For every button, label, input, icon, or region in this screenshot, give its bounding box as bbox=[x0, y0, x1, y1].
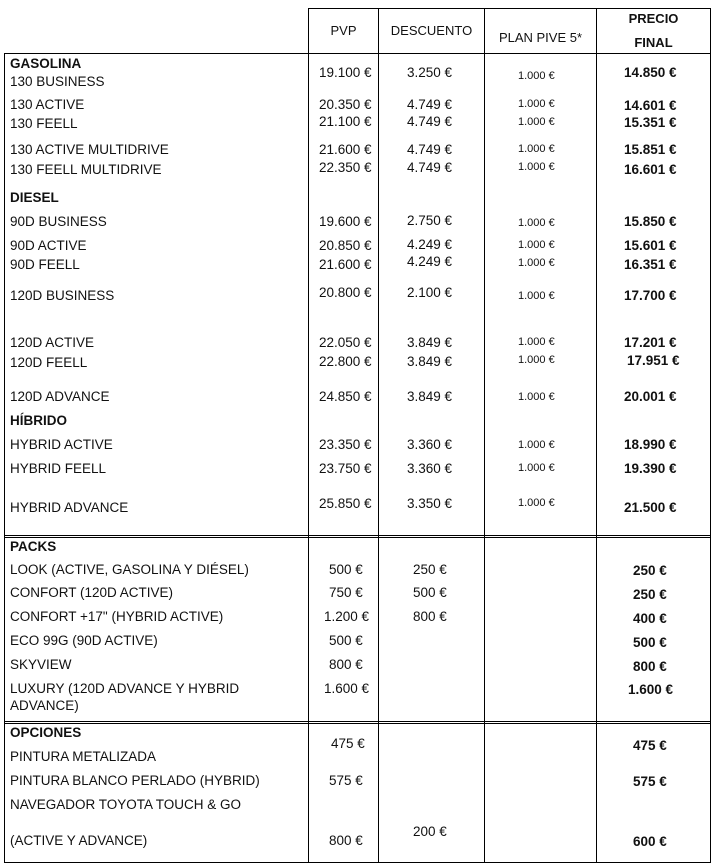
rule-right bbox=[710, 8, 711, 863]
final-price-cell: 1.600 € bbox=[628, 682, 674, 697]
pvp-cell: 22.050 € bbox=[319, 335, 372, 350]
pvp-cell: 22.350 € bbox=[319, 160, 372, 175]
discount-cell: 200 € bbox=[413, 824, 447, 839]
final-price-cell: 15.851 € bbox=[624, 142, 677, 157]
discount-cell: 3.350 € bbox=[407, 496, 453, 511]
pvp-cell: 23.350 € bbox=[319, 437, 372, 452]
discount-cell: 2.100 € bbox=[407, 285, 453, 300]
model-name: 90D FEELL bbox=[10, 257, 80, 272]
header-precio: PRECIO bbox=[628, 11, 679, 26]
discount-cell: 4.249 € bbox=[407, 237, 453, 252]
final-price-cell: 14.601 € bbox=[624, 98, 677, 113]
pvp-cell: 19.600 € bbox=[319, 214, 372, 229]
model-name: 130 BUSINESS bbox=[10, 74, 105, 89]
pvp-cell: 25.850 € bbox=[319, 496, 372, 511]
section-title-gasolina: GASOLINA bbox=[10, 56, 82, 71]
discount-cell: 4.749 € bbox=[407, 97, 453, 112]
final-price-cell: 17.201 € bbox=[624, 335, 677, 350]
model-name: 90D BUSINESS bbox=[10, 214, 107, 229]
plan-cell: 1.000 € bbox=[518, 116, 555, 128]
pvp-cell: 750 € bbox=[329, 585, 363, 600]
pvp-cell: 23.750 € bbox=[319, 461, 372, 476]
discount-cell: 3.849 € bbox=[407, 335, 453, 350]
pack-name: LUXURY (120D ADVANCE Y HYBRID bbox=[10, 681, 240, 696]
final-price-cell: 15.351 € bbox=[624, 115, 677, 130]
plan-cell: 1.000 € bbox=[518, 354, 555, 366]
rule-opciones-top bbox=[4, 721, 711, 722]
rule-col-pvp bbox=[308, 8, 309, 863]
discount-cell: 3.250 € bbox=[407, 65, 453, 80]
discount-cell: 4.249 € bbox=[407, 254, 453, 269]
pvp-cell: 475 € bbox=[331, 736, 365, 751]
pvp-cell: 22.800 € bbox=[319, 354, 372, 369]
model-name: HYBRID ADVANCE bbox=[10, 500, 129, 515]
final-price-cell: 17.951 € bbox=[627, 353, 680, 368]
final-price-cell: 14.850 € bbox=[624, 65, 677, 80]
final-price-cell: 575 € bbox=[633, 774, 667, 789]
final-price-cell: 250 € bbox=[633, 563, 667, 578]
section-title-packs: PACKS bbox=[10, 539, 57, 554]
pvp-cell: 20.350 € bbox=[319, 97, 372, 112]
final-price-cell: 15.850 € bbox=[624, 214, 677, 229]
plan-cell: 1.000 € bbox=[518, 290, 555, 302]
section-title-hibrido: HÍBRIDO bbox=[10, 413, 67, 428]
rule-col-final bbox=[596, 8, 597, 863]
final-price-cell: 16.351 € bbox=[624, 257, 677, 272]
rule-col-plan bbox=[484, 8, 485, 863]
pvp-cell: 800 € bbox=[329, 833, 363, 848]
pvp-cell: 575 € bbox=[329, 773, 363, 788]
model-name: 120D BUSINESS bbox=[10, 288, 115, 303]
pvp-cell: 20.800 € bbox=[319, 285, 372, 300]
pvp-cell: 1.600 € bbox=[324, 681, 370, 696]
rule-header-bottom bbox=[4, 53, 711, 54]
final-price-cell: 19.390 € bbox=[624, 461, 677, 476]
rule-left bbox=[4, 53, 5, 863]
final-price-cell: 250 € bbox=[633, 587, 667, 602]
option-name: (ACTIVE Y ADVANCE) bbox=[10, 833, 148, 848]
plan-cell: 1.000 € bbox=[518, 217, 555, 229]
rule-bottom bbox=[4, 862, 711, 863]
pack-name: CONFORT (120D ACTIVE) bbox=[10, 585, 174, 600]
pack-name: SKYVIEW bbox=[10, 657, 72, 672]
plan-cell: 1.000 € bbox=[518, 462, 555, 474]
model-name: 90D ACTIVE bbox=[10, 238, 87, 253]
header-pvp: PVP bbox=[330, 23, 357, 38]
final-price-cell: 21.500 € bbox=[624, 500, 677, 515]
model-name: HYBRID FEELL bbox=[10, 461, 107, 476]
model-name: 120D ACTIVE bbox=[10, 335, 95, 350]
plan-cell: 1.000 € bbox=[518, 98, 555, 110]
section-title-opciones: OPCIONES bbox=[10, 725, 82, 740]
pack-name: LOOK (ACTIVE, GASOLINA Y DIÉSEL) bbox=[10, 562, 249, 577]
rule-packs-inner bbox=[4, 537, 711, 538]
rule-packs-top bbox=[4, 535, 711, 536]
final-price-cell: 16.601 € bbox=[624, 162, 677, 177]
discount-cell: 2.750 € bbox=[407, 213, 453, 228]
header-final: FINAL bbox=[634, 35, 673, 50]
pvp-cell: 500 € bbox=[329, 562, 363, 577]
final-price-cell: 400 € bbox=[633, 611, 667, 626]
discount-cell: 3.849 € bbox=[407, 389, 453, 404]
option-name: PINTURA BLANCO PERLADO (HYBRID) bbox=[10, 773, 260, 788]
plan-cell: 1.000 € bbox=[518, 239, 555, 251]
final-price-cell: 18.990 € bbox=[624, 437, 677, 452]
discount-cell: 500 € bbox=[413, 585, 447, 600]
rule-top bbox=[308, 8, 711, 9]
header-plan-pive: PLAN PIVE 5* bbox=[498, 30, 583, 45]
plan-cell: 1.000 € bbox=[518, 257, 555, 269]
model-name: 120D FEELL bbox=[10, 355, 88, 370]
discount-cell: 800 € bbox=[413, 609, 447, 624]
discount-cell: 4.749 € bbox=[407, 142, 453, 157]
discount-cell: 3.360 € bbox=[407, 461, 453, 476]
final-price-cell: 475 € bbox=[633, 738, 667, 753]
model-name: 130 FEELL MULTIDRIVE bbox=[10, 162, 162, 177]
plan-cell: 1.000 € bbox=[518, 391, 555, 403]
rule-col-desc bbox=[378, 8, 379, 863]
pack-name: ECO 99G (90D ACTIVE) bbox=[10, 633, 158, 648]
pvp-cell: 20.850 € bbox=[319, 238, 372, 253]
option-name: PINTURA METALIZADA bbox=[10, 749, 157, 764]
model-name: 120D ADVANCE bbox=[10, 389, 110, 404]
pvp-cell: 21.600 € bbox=[319, 257, 372, 272]
final-price-cell: 600 € bbox=[633, 834, 667, 849]
pvp-cell: 500 € bbox=[329, 633, 363, 648]
model-name: 130 ACTIVE bbox=[10, 97, 85, 112]
section-title-diesel: DIESEL bbox=[10, 190, 59, 205]
final-price-cell: 20.001 € bbox=[624, 389, 677, 404]
final-price-cell: 800 € bbox=[633, 659, 667, 674]
pvp-cell: 21.100 € bbox=[319, 114, 372, 129]
final-price-cell: 17.700 € bbox=[624, 288, 677, 303]
model-name: 130 ACTIVE MULTIDRIVE bbox=[10, 142, 169, 157]
discount-cell: 4.749 € bbox=[407, 114, 453, 129]
pvp-cell: 800 € bbox=[329, 657, 363, 672]
pvp-cell: 1.200 € bbox=[324, 609, 370, 624]
plan-cell: 1.000 € bbox=[518, 161, 555, 173]
plan-cell: 1.000 € bbox=[518, 497, 555, 509]
discount-cell: 4.749 € bbox=[407, 160, 453, 175]
pvp-cell: 21.600 € bbox=[319, 142, 372, 157]
plan-cell: 1.000 € bbox=[518, 439, 555, 451]
discount-cell: 3.360 € bbox=[407, 437, 453, 452]
final-price-cell: 500 € bbox=[633, 635, 667, 650]
option-name: NAVEGADOR TOYOTA TOUCH & GO bbox=[10, 797, 242, 812]
plan-cell: 1.000 € bbox=[518, 70, 555, 82]
rule-opciones-inner bbox=[4, 723, 711, 724]
pack-name: CONFORT +17" (HYBRID ACTIVE) bbox=[10, 609, 224, 624]
discount-cell: 250 € bbox=[413, 562, 447, 577]
final-price-cell: 15.601 € bbox=[624, 238, 677, 253]
model-name: HYBRID ACTIVE bbox=[10, 437, 113, 452]
plan-cell: 1.000 € bbox=[518, 336, 555, 348]
pvp-cell: 24.850 € bbox=[319, 389, 372, 404]
header-descuento: DESCUENTO bbox=[390, 23, 473, 38]
pack-name-continued: ADVANCE) bbox=[10, 698, 79, 713]
discount-cell: 3.849 € bbox=[407, 354, 453, 369]
pvp-cell: 19.100 € bbox=[319, 65, 372, 80]
plan-cell: 1.000 € bbox=[518, 143, 555, 155]
model-name: 130 FEELL bbox=[10, 116, 78, 131]
